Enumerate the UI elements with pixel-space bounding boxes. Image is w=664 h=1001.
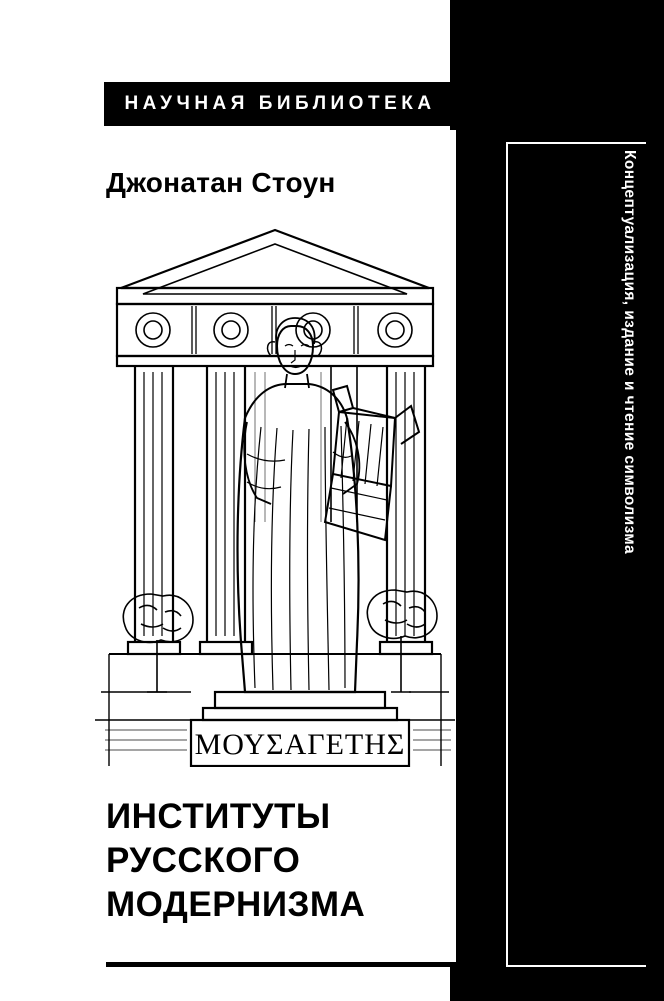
title-line-1: ИНСТИТУТЫ <box>106 797 331 836</box>
band-left-rule <box>506 142 508 967</box>
band-bottom-rule <box>506 965 646 967</box>
apollo-musagetes-illustration <box>95 222 455 767</box>
book-title <box>106 795 456 927</box>
subtitle-vertical: Концептуализация, издание и чтение символизма <box>621 150 638 554</box>
bottom-rule <box>106 962 456 967</box>
title-line-3: МОДЕРНИЗМА <box>106 885 366 925</box>
series-label: НАУЧНАЯ БИБЛИОТЕКА <box>124 93 436 114</box>
band-top-rule <box>506 142 646 144</box>
title-line-2: РУССКОГО <box>106 841 301 881</box>
series-label-strip <box>104 82 456 126</box>
author-name: Джонатан Стоун <box>106 167 336 198</box>
cover-illustration <box>95 222 455 767</box>
illustration-caption: ΜΟΥΣΑΓΕΤΗΣ <box>194 728 406 761</box>
